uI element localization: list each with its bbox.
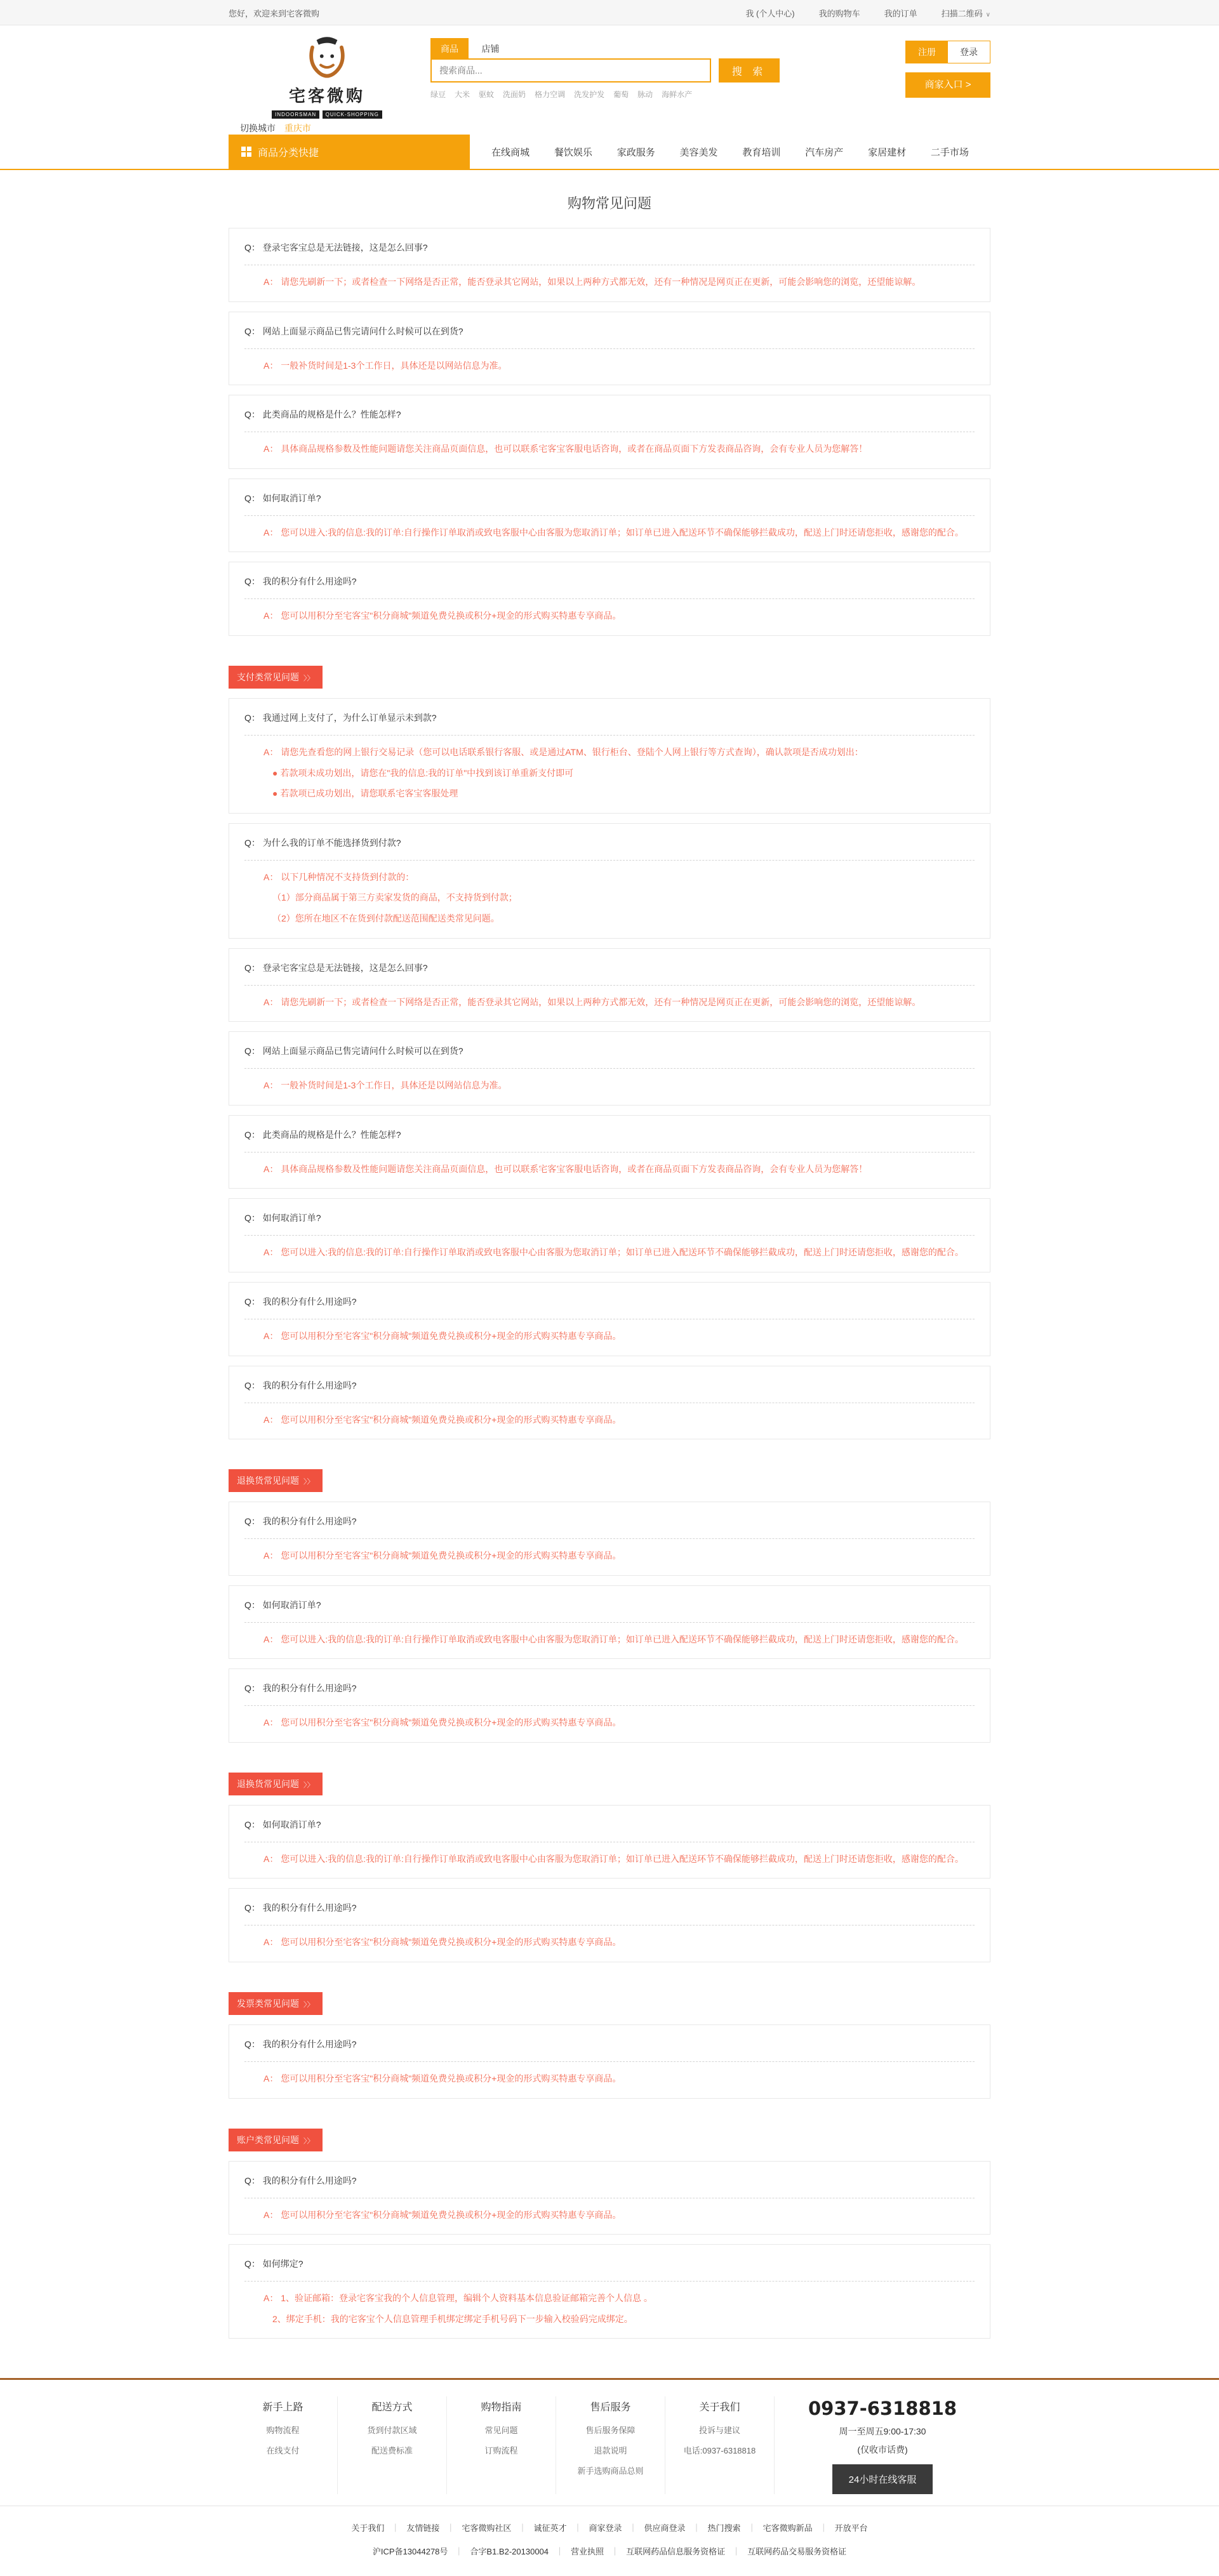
faq-answer [244,1853,975,1866]
faq-divider [244,2061,975,2062]
faq-answer [244,746,975,759]
faq-answer [244,1550,975,1562]
account-area [905,41,990,98]
footer-column-title: 配送方式 [371,2402,413,2414]
nav-item-0[interactable]: 在线商城 [491,147,530,158]
footer-column-title: 关于我们 [699,2402,740,2414]
faq-item [229,1282,990,1356]
login-button[interactable]: 登录 [948,41,990,63]
topbar-link-0[interactable]: 我 (个人中心) [745,8,795,18]
double-chevron-right-icon: 〉〉 [303,2137,314,2145]
faq-question-prefix: Q： [244,242,263,253]
faq-section-header-2[interactable] [229,1469,323,1492]
footer-column-2 [447,2396,556,2494]
footer-link-6[interactable]: 热门搜索 [707,2523,741,2533]
footer-column-title: 售后服务 [590,2402,631,2414]
hot-keyword-0[interactable]: 绿豆 [430,90,446,99]
faq-question-text: 此类商品的规格是什么？性能怎样? [262,1129,401,1140]
faq-question [244,2174,975,2187]
faq-item [229,1198,990,1272]
faq-question [244,325,975,338]
footer-links-row [0,2521,1219,2533]
merchant-entry-button[interactable]: 商家入口 > [905,72,990,98]
hot-keyword-8[interactable]: 海鲜水产 [662,90,693,99]
faq-answer-extra-line: （2）您所在地区不在货到付款配送范围配送类常见问题。 [272,913,500,923]
faq-answer-prefix: A： [263,1080,281,1091]
nav-item-1[interactable]: 餐饮娱乐 [554,147,592,158]
faq-divider [244,515,975,516]
faq-question-text: 为什么我的订单不能选择货到付款? [262,837,401,848]
faq-answer [244,1634,975,1646]
footer-link-0[interactable]: 关于我们 [351,2523,385,2533]
search-input[interactable] [430,58,711,83]
search-tab-shops[interactable]: 店铺 [481,44,500,54]
footer-link-2[interactable]: 宅客微购社区 [462,2523,512,2533]
hot-keyword-5[interactable]: 洗发护发 [574,90,605,99]
faq-answer-text: 您可以进入:我的信息:我的订单:自行操作订单取消或致电客服中心由客服为您取消订单；如订单已进入配送环节不确保能够拦截成功，配送上门时还请您拒收，感谢您的配合。 [281,1247,964,1258]
faq-answer-text: 1、验证邮箱：登录宅客宝我的个人信息管理，编辑个人资料基本信息验证邮箱完善个人信息 。 [281,2293,653,2304]
footer-legal-link-3[interactable]: 互联网药品信息服务资格证 [626,2547,726,2557]
faq-question [244,836,975,849]
faq-question-text: 我的积分有什么用途吗? [262,1296,357,1307]
header [0,25,1219,135]
faq-question-prefix: Q： [244,1599,263,1610]
hot-keyword-3[interactable]: 洗面奶 [503,90,526,99]
faq-question-prefix: Q： [244,1819,263,1830]
faq-answer-prefix: A： [263,2209,281,2220]
logo-badge-quickshopping: QUICK-SHOPPING [323,110,382,119]
faq-answer-prefix: A： [263,1853,281,1864]
footer-column-link[interactable]: 订购流程 [484,2446,518,2456]
faq-answer [244,1163,975,1176]
faq-divider [244,1705,975,1706]
faq-item [229,698,990,814]
faq-question [244,1379,975,1392]
faq-question-prefix: Q： [244,837,263,848]
faq-answer-extra-line: ● 若款项已成功划出，请您联系宅客宝客服处理 [272,788,458,799]
footer-bottom [0,2506,1219,2576]
separator: ｜ [455,2547,463,2557]
faq-answer-prefix: A： [263,1550,281,1561]
hot-keyword-6[interactable]: 葡萄 [613,90,629,99]
faq-question-text: 我的积分有什么用途吗? [262,1903,357,1913]
faq-item [229,1502,990,1576]
nav-links [470,135,990,169]
footer-column-link[interactable]: 货到付款区域 [367,2426,417,2436]
faq-answer-prefix: A： [263,1634,281,1644]
faq-question-prefix: Q： [244,1903,263,1913]
faq-answer-text: 您可以进入:我的信息:我的订单:自行操作订单取消或致电客服中心由客服为您取消订单；如订单已进入配送环节不确保能够拦截成功，配送上门时还请您拒收，感谢您的配合。 [281,527,964,538]
faq-question-prefix: Q： [244,1213,263,1224]
faq-section-header-label: 账户类常见问题 [237,2134,299,2145]
faq-divider [244,1152,975,1153]
nav-item-5[interactable]: 汽车房产 [805,147,844,158]
faq-question-prefix: Q： [244,1296,263,1307]
faq-answer-prefix: A： [263,2293,281,2304]
search-button[interactable]: 搜 索 [719,58,780,83]
faq-answer [244,1414,975,1427]
hot-keyword-4[interactable]: 格力空调 [535,90,566,99]
separator: ｜ [629,2523,637,2533]
faq-answer [244,1246,975,1259]
faq-answer-prefix: A： [263,1163,281,1174]
nav-item-7[interactable]: 二手市场 [930,147,969,158]
faq-answer-extra-line: 2、绑定手机：我的宅客宝个人信息管理手机绑定绑定手机号码下一步输入校验码完成绑定。 [272,2313,633,2324]
faq-question [244,1045,975,1057]
faq-answer [244,360,975,373]
faq-question-text: 如何取消订单? [262,1819,321,1830]
footer-legal-link-2[interactable]: 营业执照 [571,2547,604,2557]
faq-question-prefix: Q： [244,712,263,723]
separator: ｜ [819,2523,828,2533]
logo-badges [238,108,416,119]
faq-question [244,1818,975,1831]
separator: ｜ [732,2547,741,2557]
footer-column-3 [556,2396,665,2494]
faq-question-text: 如何取消订单? [262,492,321,503]
faq-answer-extra-line: ● 若款项未成功划出，请您在"我的信息:我的订单"中找到该订单重新支付即可 [272,767,574,778]
topbar-links [721,7,990,19]
footer-column-title: 新手上路 [262,2402,303,2414]
faq-answer-text: 您可以用积分至宅客宝"积分商城"频道免费兑换或积分+现金的形式购买特惠专享商品。 [281,611,622,621]
faq-question-text: 我的积分有什么用途吗? [262,1516,357,1527]
faq-answer-prefix: A： [263,611,281,621]
faq-question [244,1295,975,1308]
footer-column-1 [338,2396,447,2494]
faq-answer [244,1717,975,1729]
faq-question [244,2257,975,2270]
service-note: (仅收市话费) [857,2445,908,2455]
online-service-button[interactable]: 24小时在线客服 [832,2464,933,2494]
faq-section-header-1[interactable] [229,666,323,689]
footer-link-4[interactable]: 商家登录 [589,2523,622,2533]
faq-question [244,961,975,974]
hot-keyword-2[interactable]: 驱蚊 [479,90,495,99]
faq-question-text: 我的积分有什么用途吗? [262,1380,357,1390]
faq-question-prefix: Q： [244,1380,263,1390]
faq-answer [244,2209,975,2222]
faq-question [244,1682,975,1694]
footer-column-link[interactable]: 常见问题 [484,2426,518,2436]
faq-question-prefix: Q： [244,1683,263,1694]
faq-section-header-label: 退换货常见问题 [237,1778,299,1789]
faq-question-prefix: Q： [244,1046,263,1057]
faq-divider [244,985,975,986]
footer-service [775,2396,990,2494]
faq-section-header-5[interactable] [229,2129,323,2151]
separator: ｜ [611,2547,620,2557]
faq-answer-text: 具体商品规格参数及性能问题请您关注商品页面信息，也可以联系宅客宝客服电话咨询，或者在商品页面下方发表商品咨询，会有专业人员为您解答！ [281,1163,868,1174]
faq-question-prefix: Q： [244,576,263,587]
faq-answer-prefix: A： [263,996,281,1007]
faq-list [229,228,990,2339]
footer-columns [229,2380,990,2506]
faq-answer [244,1330,975,1343]
faq-question-prefix: Q： [244,492,263,503]
faq-item [229,2161,990,2235]
faq-answer-text: 一般补货时间是1-3个工作日，具体还是以网站信息为准。 [281,360,507,371]
footer-column-title: 购物指南 [481,2402,522,2414]
faq-question-text: 我的积分有什么用途吗? [262,2175,357,2186]
faq-section-header-label: 发票类常见问题 [237,1998,299,2009]
faq-answer-prefix: A： [263,277,281,287]
faq-item [229,1888,990,1962]
grid-icon [241,147,251,157]
faq-answer-prefix: A： [263,527,281,538]
nav-item-2[interactable]: 家政服务 [616,147,655,158]
chevron-down-icon: ∨ [985,11,990,18]
faq-answer [244,2073,975,2085]
current-city[interactable]: 重庆市 [284,123,311,133]
faq-answer [244,443,975,456]
footer-column-link[interactable]: 配送费标准 [371,2446,413,2456]
faq-answer [244,2292,975,2305]
separator: ｜ [556,2547,564,2557]
faq-item [229,1031,990,1106]
faq-question-text: 网站上面显示商品已售完请问什么时候可以在到货? [262,326,463,336]
faq-question-text: 如何绑定? [262,2259,303,2269]
topbar [0,0,1219,25]
faq-answer [244,610,975,623]
faq-question-prefix: Q： [244,2039,263,2050]
main-nav [0,135,1219,170]
footer-column-link[interactable]: 购物流程 [266,2426,300,2436]
faq-question [244,1128,975,1141]
topbar-link-3[interactable]: 扫描二维码 ∨ [941,8,990,18]
footer-link-7[interactable]: 宅客微购新品 [763,2523,813,2533]
faq-item [229,228,990,302]
faq-question-text: 登录宅客宝总是无法链接，这是怎么回事? [262,962,428,973]
faq-item [229,562,990,636]
faq-section-header-label: 退换货常见问题 [237,1476,299,1486]
faq-question [244,408,975,421]
topbar-greeting: 您好，欢迎来到宅客微购 [229,8,320,18]
faq-answer-text: 一般补货时间是1-3个工作日，具体还是以网站信息为准。 [281,1080,507,1091]
faq-question-text: 如何取消订单? [262,1213,321,1224]
faq-answer-prefix: A： [263,1717,281,1728]
faq-answer-text: 请您先查看您的网上银行交易记录（您可以电话联系银行客服、或是通过ATM、银行柜台、登陆个人网上银行等方式查询），确认款项是否成功划出： [281,746,863,757]
faq-item [229,479,990,553]
faq-item [229,1668,990,1743]
separator: ｜ [391,2523,400,2533]
search-tabs [430,38,786,58]
footer-legal-row [0,2545,1219,2557]
faq-question-text: 如何取消订单? [262,1599,321,1610]
faq-answer-prefix: A： [263,1247,281,1258]
faq-question-prefix: Q： [244,1129,263,1140]
faq-answer-text: 您可以进入:我的信息:我的订单:自行操作订单取消或致电客服中心由客服为您取消订单；如订单已进入配送环节不确保能够拦截成功，配送上门时还请您拒收，感谢您的配合。 [281,1634,964,1644]
city-switch-label: 切换城市 [240,123,276,133]
footer-column-0 [229,2396,338,2494]
faq-answer-prefix: A： [263,360,281,371]
double-chevron-right-icon: 〉〉 [303,2001,314,2009]
footer-link-5[interactable]: 供应商登录 [644,2523,686,2533]
separator: ｜ [692,2523,701,2533]
faq-divider [244,735,975,736]
faq-question-text: 此类商品的规格是什么？性能怎样? [262,409,401,420]
faq-answer-prefix: A： [263,1414,281,1425]
footer-link-8[interactable]: 开放平台 [834,2523,868,2533]
faq-divider [244,348,975,349]
faq-item [229,1805,990,1879]
faq-question-prefix: Q： [244,409,263,420]
footer-legal-link-4[interactable]: 互联网药品交易服务资格证 [747,2547,847,2557]
faq-question-text: 登录宅客宝总是无法链接，这是怎么回事? [262,242,428,253]
hot-keyword-7[interactable]: 脉动 [637,90,653,99]
faq-item [229,1366,990,1440]
logo-name: 宅客微购 [288,86,365,105]
footer-link-3[interactable]: 诚征英才 [533,2523,567,2533]
service-hours: 周一至周五9:00-17:30 [839,2426,926,2437]
faq-divider [244,1235,975,1236]
faq-answer-text: 您可以进入:我的信息:我的订单:自行操作订单取消或致电客服中心由客服为您取消订单；如订单已进入配送环节不确保能够拦截成功，配送上门时还请您拒收，感谢您的配合。 [281,1853,964,1864]
service-phone: 0937-6318818 [808,2398,957,2420]
faq-answer [244,276,975,289]
footer-column-link[interactable]: 退款说明 [594,2446,627,2456]
faq-answer [244,1936,975,1949]
faq-question [244,241,975,254]
faq-question-prefix: Q： [244,962,263,973]
faq-question-prefix: Q： [244,1516,263,1527]
double-chevron-right-icon: 〉〉 [303,674,314,682]
faq-answer-prefix: A： [263,746,281,757]
faq-question-text: 我的积分有什么用途吗? [262,1683,357,1694]
faq-item [229,312,990,386]
faq-answer [244,1080,975,1092]
faq-question-text: 网站上面显示商品已售完请问什么时候可以在到货? [262,1046,463,1057]
faq-answer-text: 具体商品规格参数及性能问题请您关注商品页面信息，也可以联系宅客宝客服电话咨询，或者在商品页面下方发表商品咨询，会有专业人员为您解答！ [281,444,868,454]
faq-question [244,1515,975,1528]
faq-question [244,711,975,724]
faq-divider [244,1068,975,1069]
faq-question [244,1212,975,1224]
faq-question [244,1599,975,1611]
faq-answer-prefix: A： [263,1937,281,1948]
faq-answer-prefix: A： [263,444,281,454]
footer-legal-link-0[interactable]: 沪ICP备13044278号 [372,2547,448,2557]
faq-section-header-label: 支付类常见问题 [237,671,299,682]
search-tab-goods[interactable]: 商品 [430,38,469,60]
footer-legal-link-1[interactable]: 合字B1.B2-20130004 [470,2547,549,2557]
faq-answer-text: 您可以用积分至宅客宝"积分商城"频道免费兑换或积分+现金的形式购买特惠专享商品。 [281,1414,622,1425]
faq-question-text: 我通过网上支付了，为什么订单显示未到款? [262,712,437,723]
register-button[interactable]: 注册 [906,41,948,63]
hot-keywords [430,89,786,100]
search-area [430,38,786,100]
faq-question-prefix: Q： [244,326,263,336]
footer-column-link[interactable]: 投诉与建议 [698,2426,740,2436]
category-quick-label: 商品分类快捷 [258,147,319,159]
city-switcher [240,122,311,135]
faq-answer-text: 您可以用积分至宅客宝"积分商城"频道免费兑换或积分+现金的形式购买特惠专享商品。 [281,1937,622,1948]
faq-answer-prefix: A： [263,871,281,882]
faq-item [229,2244,990,2339]
faq-answer [244,871,975,884]
double-chevron-right-icon: 〉〉 [303,1781,314,1789]
faq-question-prefix: Q： [244,2175,263,2186]
faq-answer [244,527,975,539]
faq-question-text: 我的积分有什么用途吗? [262,576,357,587]
topbar-link-2[interactable]: 我的订单 [884,8,917,18]
footer-column-link[interactable]: 在线支付 [266,2446,300,2456]
faq-divider [244,1538,975,1539]
page-title: 购物常见问题 [567,195,651,211]
separator: ｜ [446,2523,455,2533]
separator: ｜ [518,2523,527,2533]
faq-answer-text: 请您先刷新一下；或者检查一下网络是否正常，能否登录其它网站，如果以上两种方式都无效，还有一种情况是网页正在更新，可能会影响您的浏览，还望能谅解。 [281,277,921,287]
nav-item-4[interactable]: 教育培训 [742,147,781,158]
faq-question-prefix: Q： [244,2259,263,2269]
faq-answer-text: 请您先刷新一下；或者检查一下网络是否正常，能否登录其它网站，如果以上两种方式都无效，还有一种情况是网页正在更新，可能会影响您的浏览，还望能谅解。 [281,996,921,1007]
faq-item [229,395,990,469]
faq-question [244,492,975,505]
logo-cow-icon [301,32,353,84]
faq-divider [244,860,975,861]
separator: ｜ [573,2523,582,2533]
faq-item [229,823,990,939]
hot-keyword-1[interactable]: 大米 [455,90,470,99]
logo[interactable] [238,32,416,119]
faq-answer-prefix: A： [263,1330,281,1341]
footer-link-1[interactable]: 友情链接 [406,2523,440,2533]
faq-answer-text: 以下几种情况不支持货到付款的： [281,871,415,882]
faq-answer-text: 您可以用积分至宅客宝"积分商城"频道免费兑换或积分+现金的形式购买特惠专享商品。 [281,1717,622,1728]
footer-column-link[interactable]: 电话:0937-6318818 [683,2446,756,2456]
faq-divider [244,598,975,599]
footer-column-link[interactable]: 售后服务保障 [585,2426,636,2436]
nav-item-6[interactable]: 家居建材 [868,147,907,158]
topbar-link-1[interactable]: 我的购物车 [818,8,860,18]
faq-item [229,1585,990,1660]
faq-question [244,2038,975,2051]
footer-column-link[interactable]: 新手选购商品总则 [577,2466,644,2476]
faq-question-text: 我的积分有什么用途吗? [262,2039,357,2050]
logo-badge-indoorsman: INDOORSMAN [272,110,319,119]
double-chevron-right-icon: 〉〉 [303,1478,314,1486]
footer-column-4 [665,2396,775,2494]
faq-answer-text: 您可以用积分至宅客宝"积分商城"频道免费兑换或积分+现金的形式购买特惠专享商品。 [281,2209,622,2220]
faq-section-header-4[interactable] [229,1992,323,2015]
faq-divider [244,2281,975,2282]
faq-section-header-3[interactable] [229,1773,323,1795]
faq-divider [244,1622,975,1623]
faq-answer-extra-line: （1）部分商品属于第三方卖家发货的商品，不支持货到付款； [272,892,517,903]
faq-item [229,948,990,1022]
faq-answer-text: 您可以用积分至宅客宝"积分商城"频道免费兑换或积分+现金的形式购买特惠专享商品。 [281,2073,622,2084]
separator: ｜ [747,2523,756,2533]
faq-answer [244,996,975,1009]
faq-item [229,1115,990,1189]
faq-answer-text: 您可以用积分至宅客宝"积分商城"频道免费兑换或积分+现金的形式购买特惠专享商品。 [281,1550,622,1561]
category-quick-button[interactable] [229,135,470,169]
nav-item-3[interactable]: 美容美发 [679,147,718,158]
faq-answer-text: 您可以用积分至宅客宝"积分商城"频道免费兑换或积分+现金的形式购买特惠专享商品。 [281,1330,622,1341]
faq-question [244,1901,975,1914]
faq-item [229,2024,990,2099]
faq-answer-prefix: A： [263,2073,281,2084]
faq-question [244,575,975,588]
